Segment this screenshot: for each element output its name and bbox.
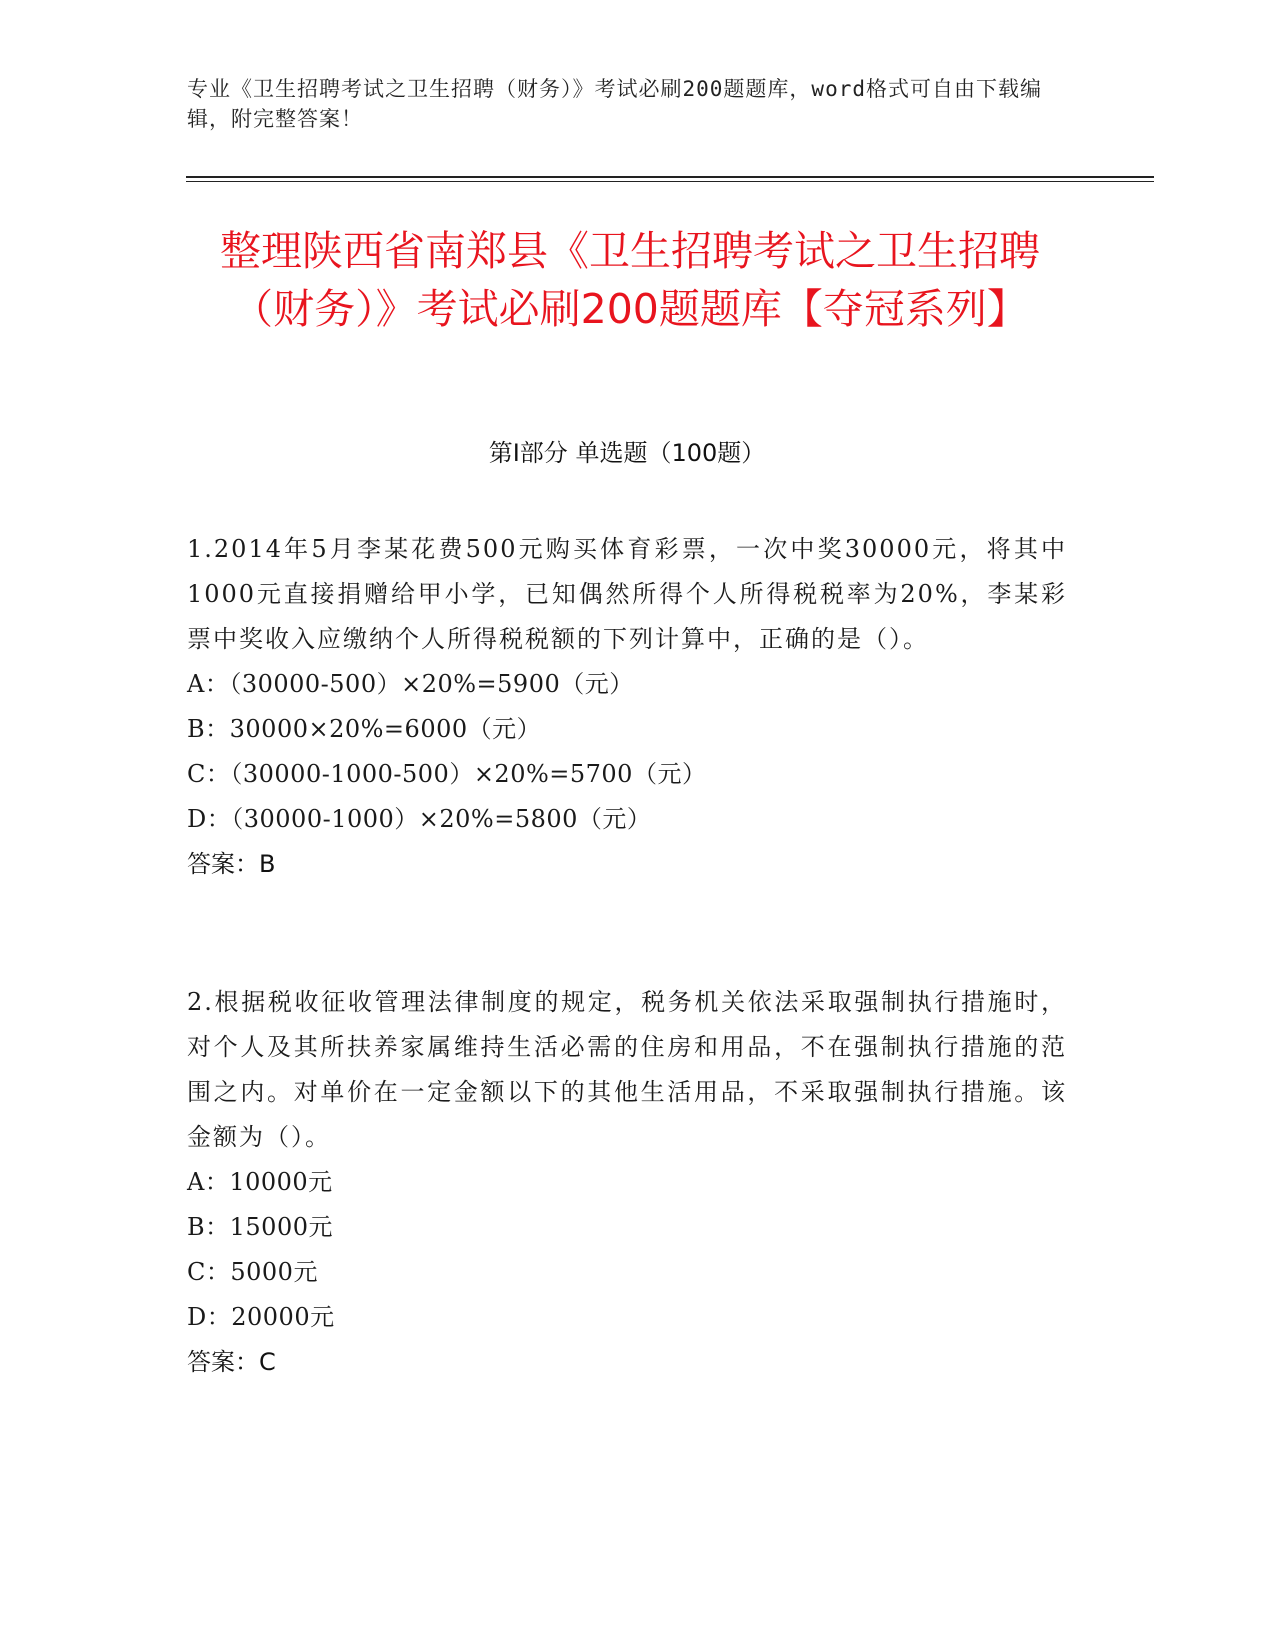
document-title: 整理陕西省南郑县《卫生招聘考试之卫生招聘（财务）》考试必刷200题题库【夺冠系列】 bbox=[220, 227, 1040, 333]
answer-line: 答案：C bbox=[187, 1348, 276, 1376]
header-note: 专业《卫生招聘考试之卫生招聘（财务）》考试必刷200题题库，word格式可自由下载编辑，附完整答案！ bbox=[187, 77, 1042, 131]
option-d: D：20000元 bbox=[187, 1303, 335, 1331]
question-stem: 1.2014年5月李某花费500元购买体育彩票，一次中奖30000元，将其中1000元直接捐赠给甲小学，已知偶然所得个人所得税税率为20%，李某彩票中奖收入应缴纳个人所得税税额的下列计算中，正确的是（）。 bbox=[187, 535, 1067, 653]
answer-line: 答案：B bbox=[187, 850, 276, 878]
question-stem: 2.根据税收征收管理法律制度的规定，税务机关依法采取强制执行措施时，对个人及其所扶养家属维持生活必需的住房和用品，不在强制执行措施的范围之内。对单价在一定金额以下的其他生活用品，不采取强制执行措施。该金额为（）。 bbox=[187, 988, 1067, 1151]
option-c: C：5000元 bbox=[187, 1258, 318, 1286]
option-c: C：（30000-1000-500）×20%=5700（元） bbox=[187, 760, 707, 788]
option-a: A：10000元 bbox=[187, 1168, 333, 1196]
option-b: B：15000元 bbox=[187, 1213, 333, 1241]
question-2 bbox=[187, 980, 1067, 1385]
question-1 bbox=[187, 527, 1067, 887]
option-d: D：（30000-1000）×20%=5800（元） bbox=[187, 805, 652, 833]
header-divider-thick bbox=[186, 176, 1154, 178]
header-divider-thin bbox=[186, 181, 1154, 182]
option-a: A：（30000-500）×20%=5900（元） bbox=[187, 670, 634, 698]
section-heading: 第Ⅰ部分 单选题（100题） bbox=[488, 439, 766, 467]
option-b: B：30000×20%=6000（元） bbox=[187, 715, 542, 743]
